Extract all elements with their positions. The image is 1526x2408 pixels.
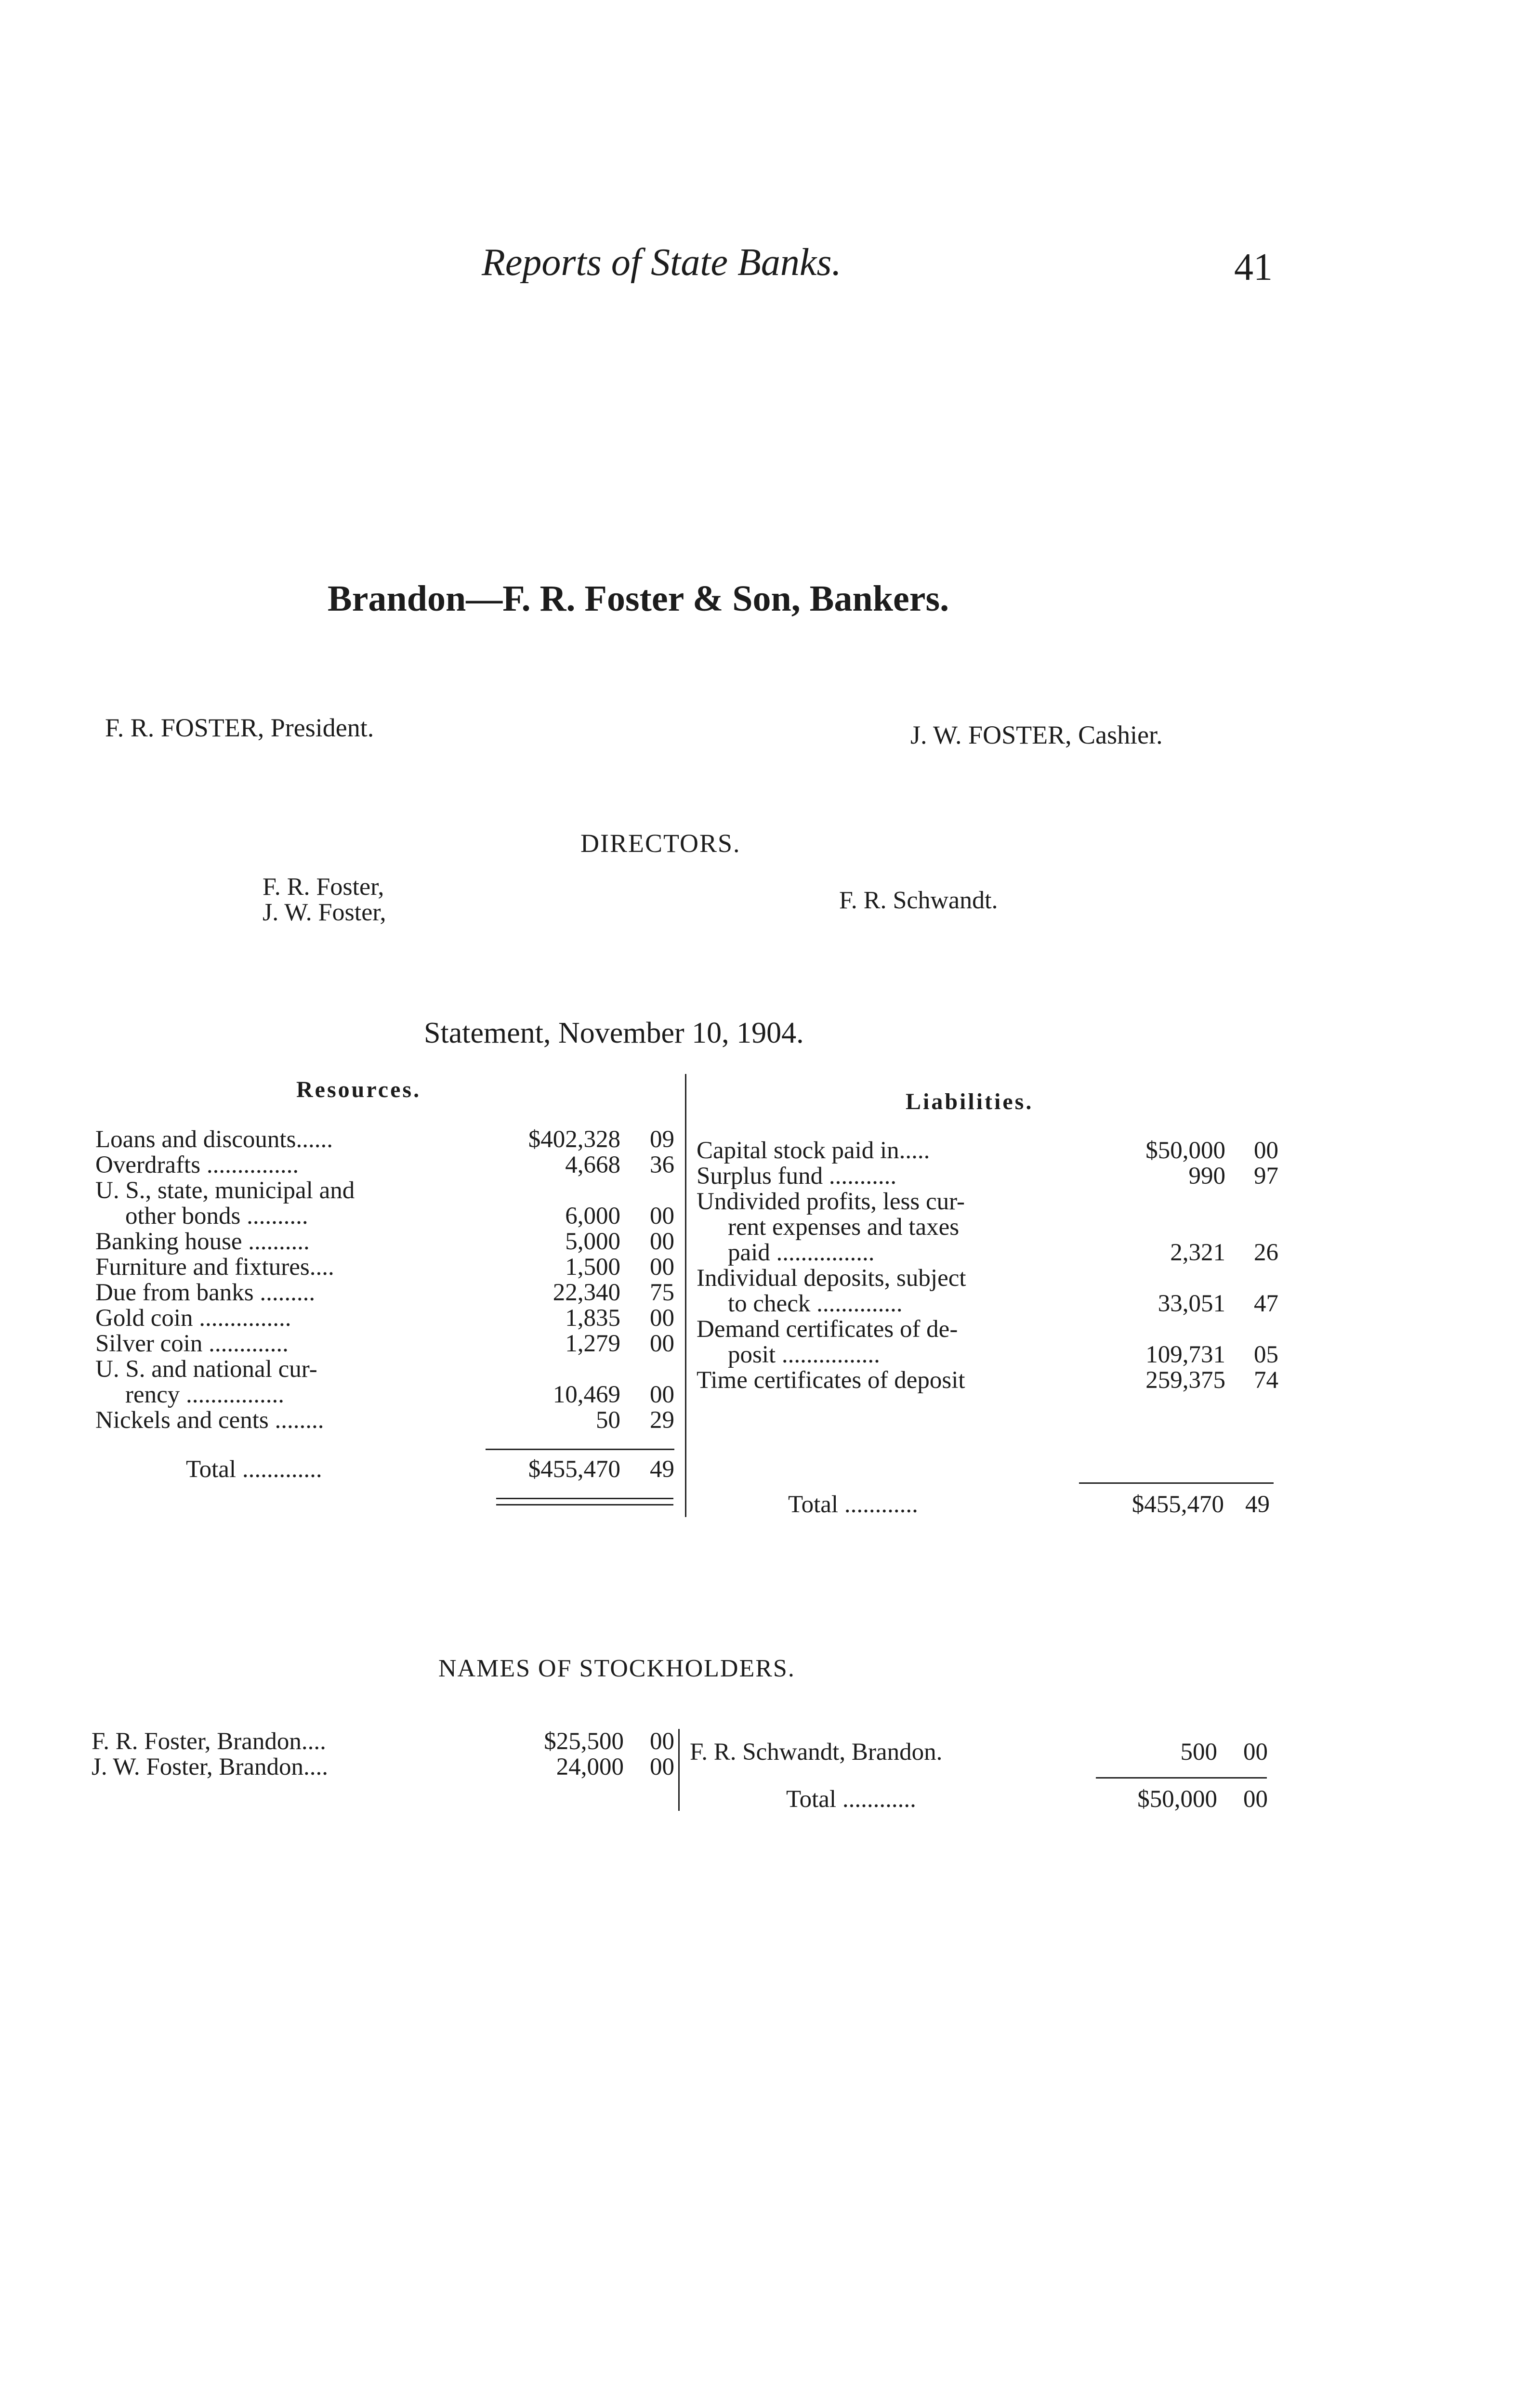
- resource-row: [95, 1127, 678, 1152]
- resource-label: Gold coin ...............: [95, 1305, 291, 1332]
- stockholder-row: [92, 1729, 674, 1754]
- column-divider: [685, 1074, 686, 1517]
- resource-row: [95, 1306, 678, 1331]
- stockholders-total-cents: 00: [1243, 1786, 1268, 1813]
- resource-row: [95, 1331, 678, 1357]
- resource-label: Furniture and fixtures....: [95, 1254, 334, 1281]
- stockholder-name: F. R. Foster, Brandon....: [92, 1728, 326, 1755]
- resource-label: Silver coin .............: [95, 1330, 289, 1357]
- resource-cents: 00: [650, 1228, 674, 1255]
- resource-dollars: 1,835: [565, 1305, 620, 1332]
- liabilities-heading: Liabilities.: [906, 1089, 1034, 1114]
- stockholder-dollars: 500: [1180, 1739, 1217, 1766]
- resource-cents: 09: [650, 1126, 674, 1153]
- stockholder-dollars: $25,500: [544, 1728, 624, 1755]
- bank-title: Brandon—F. R. Foster & Son, Bankers.: [328, 578, 949, 619]
- resource-cents: 75: [650, 1279, 674, 1306]
- liability-cents: 97: [1254, 1163, 1278, 1190]
- liabilities-sum-rule: [1079, 1482, 1274, 1484]
- resource-row: [95, 1152, 678, 1178]
- resource-dollars: 22,340: [553, 1279, 620, 1306]
- resources-total-row: [95, 1457, 678, 1482]
- resource-dollars: 1,500: [565, 1254, 620, 1281]
- resource-label: Overdrafts ...............: [95, 1152, 299, 1178]
- liability-row: [697, 1342, 1278, 1368]
- liability-label: Individual deposits, subject: [697, 1265, 966, 1292]
- resource-cents: 00: [650, 1381, 674, 1408]
- liability-label: Demand certificates of de-: [697, 1316, 958, 1343]
- stockholders-sum-rule: [1096, 1777, 1267, 1779]
- resource-label: U. S., state, municipal and: [95, 1177, 355, 1204]
- liability-row: [697, 1189, 1278, 1215]
- resources-total-cents: 49: [650, 1456, 674, 1483]
- cashier-line: J. W. FOSTER, Cashier.: [910, 720, 1163, 749]
- resource-row: [95, 1382, 678, 1408]
- resources-total-dollars: $455,470: [528, 1456, 620, 1483]
- stockholder-cents: 00: [1243, 1739, 1268, 1766]
- liability-dollars: 2,321: [1170, 1239, 1225, 1266]
- liability-label: Undivided profits, less cur-: [697, 1188, 965, 1215]
- liabilities-total-dollars: $455,470: [1131, 1491, 1224, 1518]
- liabilities-total-row: [697, 1492, 1270, 1518]
- resource-label: Due from banks .........: [95, 1279, 316, 1306]
- liability-dollars: $50,000: [1145, 1137, 1225, 1164]
- resource-row: [95, 1408, 678, 1433]
- liability-cents: 00: [1254, 1137, 1278, 1164]
- resource-row: [95, 1204, 678, 1229]
- liability-row: [697, 1240, 1278, 1266]
- stockholders-heading: NAMES OF STOCKHOLDERS.: [438, 1655, 795, 1682]
- liability-label: Time certificates of deposit: [697, 1367, 965, 1394]
- liability-label: to check ..............: [728, 1290, 903, 1317]
- liability-row: [697, 1317, 1278, 1342]
- statement-title: Statement, November 10, 1904.: [424, 1017, 804, 1049]
- liability-row: [697, 1291, 1278, 1317]
- resource-cents: 29: [650, 1407, 674, 1434]
- resource-row: [95, 1229, 678, 1255]
- liability-row: [697, 1266, 1278, 1291]
- stockholders-total-label: Total ............: [786, 1786, 916, 1813]
- resource-dollars: 10,469: [553, 1381, 620, 1408]
- resource-label: other bonds ..........: [125, 1203, 308, 1230]
- resource-dollars: 1,279: [565, 1330, 620, 1357]
- liability-row: [697, 1215, 1278, 1240]
- resource-row: [95, 1280, 678, 1306]
- liability-label: posit ................: [728, 1341, 880, 1368]
- liability-row: [697, 1164, 1278, 1189]
- resources-double-rule: [496, 1498, 673, 1505]
- resource-dollars: 4,668: [565, 1152, 620, 1178]
- resource-label: U. S. and national cur-: [95, 1356, 317, 1383]
- resource-cents: 00: [650, 1203, 674, 1230]
- stockholder-dollars: 24,000: [556, 1754, 624, 1780]
- stockholder-name: F. R. Schwandt, Brandon.: [690, 1739, 943, 1766]
- liabilities-total-label: Total ............: [788, 1491, 918, 1518]
- stockholder-row: [690, 1740, 1268, 1765]
- stockholders-total-dollars: $50,000: [1137, 1786, 1217, 1813]
- resource-dollars: 6,000: [565, 1203, 620, 1230]
- resource-label: rency ................: [125, 1381, 285, 1408]
- liability-cents: 26: [1254, 1239, 1278, 1266]
- stockholder-row: [92, 1754, 674, 1780]
- resource-row: [95, 1357, 678, 1382]
- resource-cents: 00: [650, 1305, 674, 1332]
- resource-label: Loans and discounts......: [95, 1126, 333, 1153]
- liability-cents: 05: [1254, 1341, 1278, 1368]
- president-line: F. R. FOSTER, President.: [105, 713, 374, 742]
- resources-heading: Resources.: [296, 1077, 421, 1102]
- director-name: F. R. Foster,: [263, 873, 384, 901]
- liability-dollars: 109,731: [1145, 1341, 1225, 1368]
- stockholder-cents: 00: [650, 1728, 674, 1755]
- resource-cents: 00: [650, 1254, 674, 1281]
- running-title: Reports of State Banks.: [482, 241, 842, 284]
- director-name: J. W. Foster,: [263, 899, 386, 926]
- directors-heading: DIRECTORS.: [580, 829, 741, 858]
- stockholders-total-row: [690, 1787, 1268, 1812]
- stockholder-name: J. W. Foster, Brandon....: [92, 1754, 328, 1780]
- liability-label: rent expenses and taxes: [728, 1214, 960, 1241]
- resource-label: Banking house ..........: [95, 1228, 310, 1255]
- liability-cents: 74: [1254, 1367, 1278, 1394]
- resource-dollars: 5,000: [565, 1228, 620, 1255]
- liability-label: Capital stock paid in.....: [697, 1137, 930, 1164]
- liability-row: [697, 1368, 1278, 1393]
- director-name: F. R. Schwandt.: [839, 887, 998, 914]
- stockholders-divider: [678, 1729, 680, 1811]
- liability-row: [697, 1138, 1278, 1164]
- resource-dollars: 50: [596, 1407, 620, 1434]
- page-number: 41: [1234, 246, 1273, 288]
- liability-label: Surplus fund ...........: [697, 1163, 897, 1190]
- resources-total-label: Total .............: [186, 1456, 322, 1483]
- stockholder-cents: 00: [650, 1754, 674, 1780]
- resource-row: [95, 1255, 678, 1280]
- resource-dollars: $402,328: [528, 1126, 620, 1153]
- resource-row: [95, 1178, 678, 1204]
- liability-label: paid ................: [728, 1239, 875, 1266]
- resources-sum-rule: [486, 1449, 674, 1450]
- resource-cents: 00: [650, 1330, 674, 1357]
- liability-dollars: 259,375: [1145, 1367, 1225, 1394]
- resource-label: Nickels and cents ........: [95, 1407, 324, 1434]
- liability-dollars: 33,051: [1158, 1290, 1225, 1317]
- liabilities-total-cents: 49: [1245, 1491, 1270, 1518]
- resource-cents: 36: [650, 1152, 674, 1178]
- liability-cents: 47: [1254, 1290, 1278, 1317]
- liability-dollars: 990: [1188, 1163, 1225, 1190]
